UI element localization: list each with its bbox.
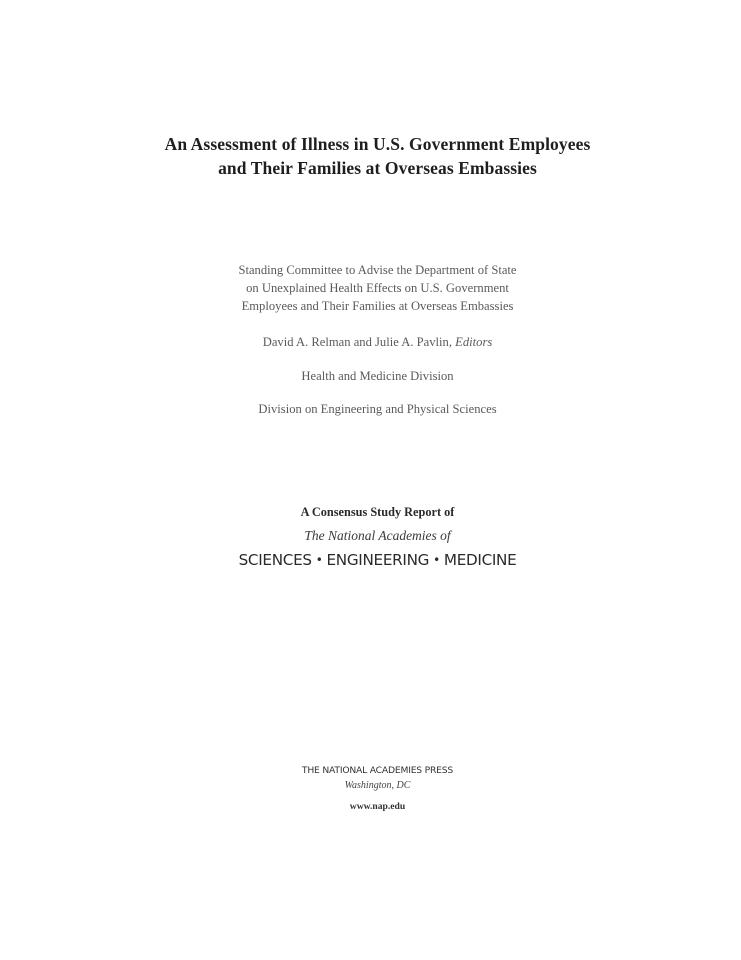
wordmark-engineering: ENGINEERING xyxy=(326,551,430,569)
wordmark-sciences: SCIENCES xyxy=(238,551,312,569)
publisher-name: THE NATIONAL ACADEMIES PRESS xyxy=(301,765,454,776)
report-title-line-2: and Their Families at Overseas Embassies xyxy=(218,158,537,178)
committee-line-2: on Unexplained Health Effects on U.S. Government xyxy=(246,281,509,295)
separator-dot-icon: • xyxy=(315,553,323,567)
editors-line xyxy=(0,335,741,350)
editor-names: David A. Relman and Julie A. Pavlin, xyxy=(262,335,452,349)
committee-line-1: Standing Committee to Advise the Department of State xyxy=(238,263,517,277)
report-title-line-1: An Assessment of Illness in U.S. Government Employees xyxy=(164,134,591,154)
editors-role: Editors xyxy=(455,335,493,349)
national-academies-italic: The National Academies of xyxy=(304,528,451,543)
consensus-study-label: A Consensus Study Report of xyxy=(300,505,455,519)
division-engineering-physical: Division on Engineering and Physical Sciences xyxy=(258,402,497,416)
separator-dot-icon: • xyxy=(433,553,440,567)
publisher-url-link[interactable]: www.nap.edu xyxy=(349,801,406,812)
committee-line-3: Employees and Their Families at Overseas Embassies xyxy=(241,299,514,313)
wordmark-medicine: MEDICINE xyxy=(443,551,517,569)
academies-wordmark xyxy=(0,551,741,569)
publisher-city: Washington, DC xyxy=(344,780,411,791)
division-health-medicine: Health and Medicine Division xyxy=(301,369,454,383)
publisher-url-container xyxy=(0,796,741,814)
